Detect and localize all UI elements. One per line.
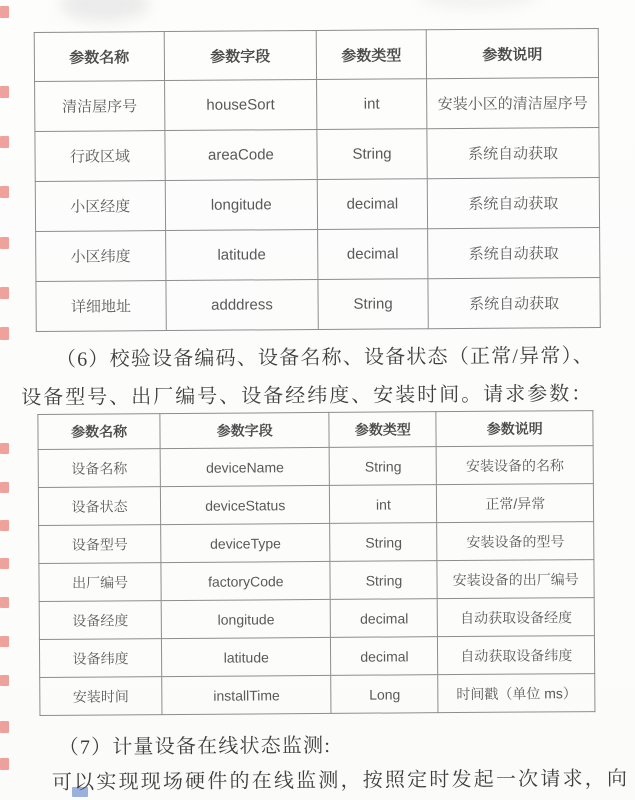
cell-param-type: String bbox=[318, 279, 428, 330]
cell-param-desc: 系统自动获取 bbox=[427, 128, 599, 179]
cell-param-field: latitude bbox=[162, 637, 332, 676]
cell-param-desc: 系统自动获取 bbox=[428, 228, 600, 279]
cell-param-field: longitude bbox=[161, 599, 331, 638]
table-row bbox=[36, 228, 600, 282]
cell-param-name: 行政区域 bbox=[35, 131, 165, 182]
cell-param-field: installTime bbox=[162, 675, 332, 714]
column-header: 参数字段 bbox=[164, 31, 317, 81]
cell-param-field: deviceName bbox=[160, 447, 330, 486]
table-header-row bbox=[34, 29, 598, 82]
cell-param-type: String bbox=[329, 447, 436, 486]
cell-param-type: int bbox=[330, 485, 437, 524]
cell-param-type: String bbox=[330, 523, 437, 562]
column-header: 参数说明 bbox=[426, 29, 598, 79]
column-header: 参数类型 bbox=[316, 30, 426, 80]
cell-param-desc: 时间戳（单位 ms） bbox=[438, 674, 595, 713]
cell-param-name: 设备型号 bbox=[39, 525, 161, 564]
table-row bbox=[39, 636, 594, 678]
cell-param-name: 设备名称 bbox=[38, 449, 160, 488]
cell-param-desc: 安装设备的名称 bbox=[437, 446, 594, 485]
column-header: 参数说明 bbox=[436, 411, 593, 447]
device-parameter-table bbox=[37, 410, 595, 716]
column-header: 参数名称 bbox=[38, 414, 160, 450]
house-parameter-table bbox=[34, 28, 601, 332]
cell-param-type: decimal bbox=[318, 229, 428, 280]
cell-param-name: 设备经度 bbox=[39, 601, 161, 640]
column-header: 参数字段 bbox=[160, 412, 330, 448]
cell-param-type: decimal bbox=[317, 179, 427, 230]
cell-param-desc: 系统自动获取 bbox=[428, 278, 600, 329]
paragraph-7-body: 可以实现现场硬件的在线监测，按照定时发起一次请求，向 bbox=[51, 767, 630, 794]
paragraph-6-line1: （6）校验设备编码、设备名称、设备状态（正常/异常）、 bbox=[55, 345, 595, 371]
table-row bbox=[36, 278, 600, 332]
column-header: 参数名称 bbox=[34, 32, 164, 82]
cell-param-field: factoryCode bbox=[161, 561, 331, 600]
paragraph-6-line2: 设备型号、出厂编号、设备经纬度、安装时间。请求参数： bbox=[21, 383, 594, 410]
paragraph-7-heading: （7）计量设备在线状态监测: bbox=[58, 734, 332, 759]
cell-param-type: String bbox=[330, 561, 437, 600]
cell-param-name: 详细地址 bbox=[36, 281, 166, 332]
cell-param-desc: 自动获取设备经度 bbox=[438, 598, 595, 637]
photo-smudge bbox=[417, 0, 537, 9]
cell-param-type: decimal bbox=[331, 599, 438, 638]
cell-param-name: 设备纬度 bbox=[39, 639, 161, 678]
cell-param-type: Long bbox=[331, 675, 438, 714]
cell-param-field: longitude bbox=[165, 179, 318, 230]
cell-param-desc: 自动获取设备纬度 bbox=[438, 636, 595, 675]
cell-param-name: 安装时间 bbox=[40, 677, 162, 716]
cell-param-field: deviceType bbox=[161, 523, 331, 562]
cell-param-desc: 系统自动获取 bbox=[427, 178, 599, 229]
table-row bbox=[39, 598, 594, 640]
photo-smudge bbox=[59, 0, 149, 22]
cell-param-name: 清洁屋序号 bbox=[35, 81, 165, 132]
cell-param-desc: 安装小区的清洁屋序号 bbox=[426, 78, 598, 129]
cell-param-type: decimal bbox=[331, 637, 438, 676]
cell-param-name: 设备状态 bbox=[38, 487, 160, 526]
table-row bbox=[35, 178, 599, 232]
cell-param-desc: 安装设备的出厂编号 bbox=[437, 560, 594, 599]
cell-param-field: areaCode bbox=[165, 129, 318, 180]
table-row bbox=[39, 522, 594, 564]
table-row bbox=[35, 78, 599, 132]
cell-param-desc: 安装设备的型号 bbox=[437, 522, 594, 561]
cell-param-field: deviceStatus bbox=[160, 485, 330, 524]
cell-param-type: int bbox=[317, 79, 427, 130]
table-row bbox=[38, 484, 593, 526]
table-header-row bbox=[38, 411, 593, 450]
cell-param-field: houseSort bbox=[164, 79, 317, 130]
table-row bbox=[39, 560, 594, 602]
table-row bbox=[38, 446, 593, 488]
cell-param-type: String bbox=[317, 129, 427, 180]
table-row bbox=[35, 128, 599, 182]
cell-param-field: latitude bbox=[165, 229, 318, 280]
cell-param-name: 小区经度 bbox=[35, 181, 165, 232]
table-row bbox=[40, 674, 595, 716]
cell-param-field: adddress bbox=[166, 279, 319, 330]
column-header: 参数类型 bbox=[329, 412, 436, 448]
cell-param-name: 小区纬度 bbox=[36, 231, 166, 282]
cell-param-desc: 正常/异常 bbox=[437, 484, 594, 523]
cell-param-name: 出厂编号 bbox=[39, 563, 161, 602]
